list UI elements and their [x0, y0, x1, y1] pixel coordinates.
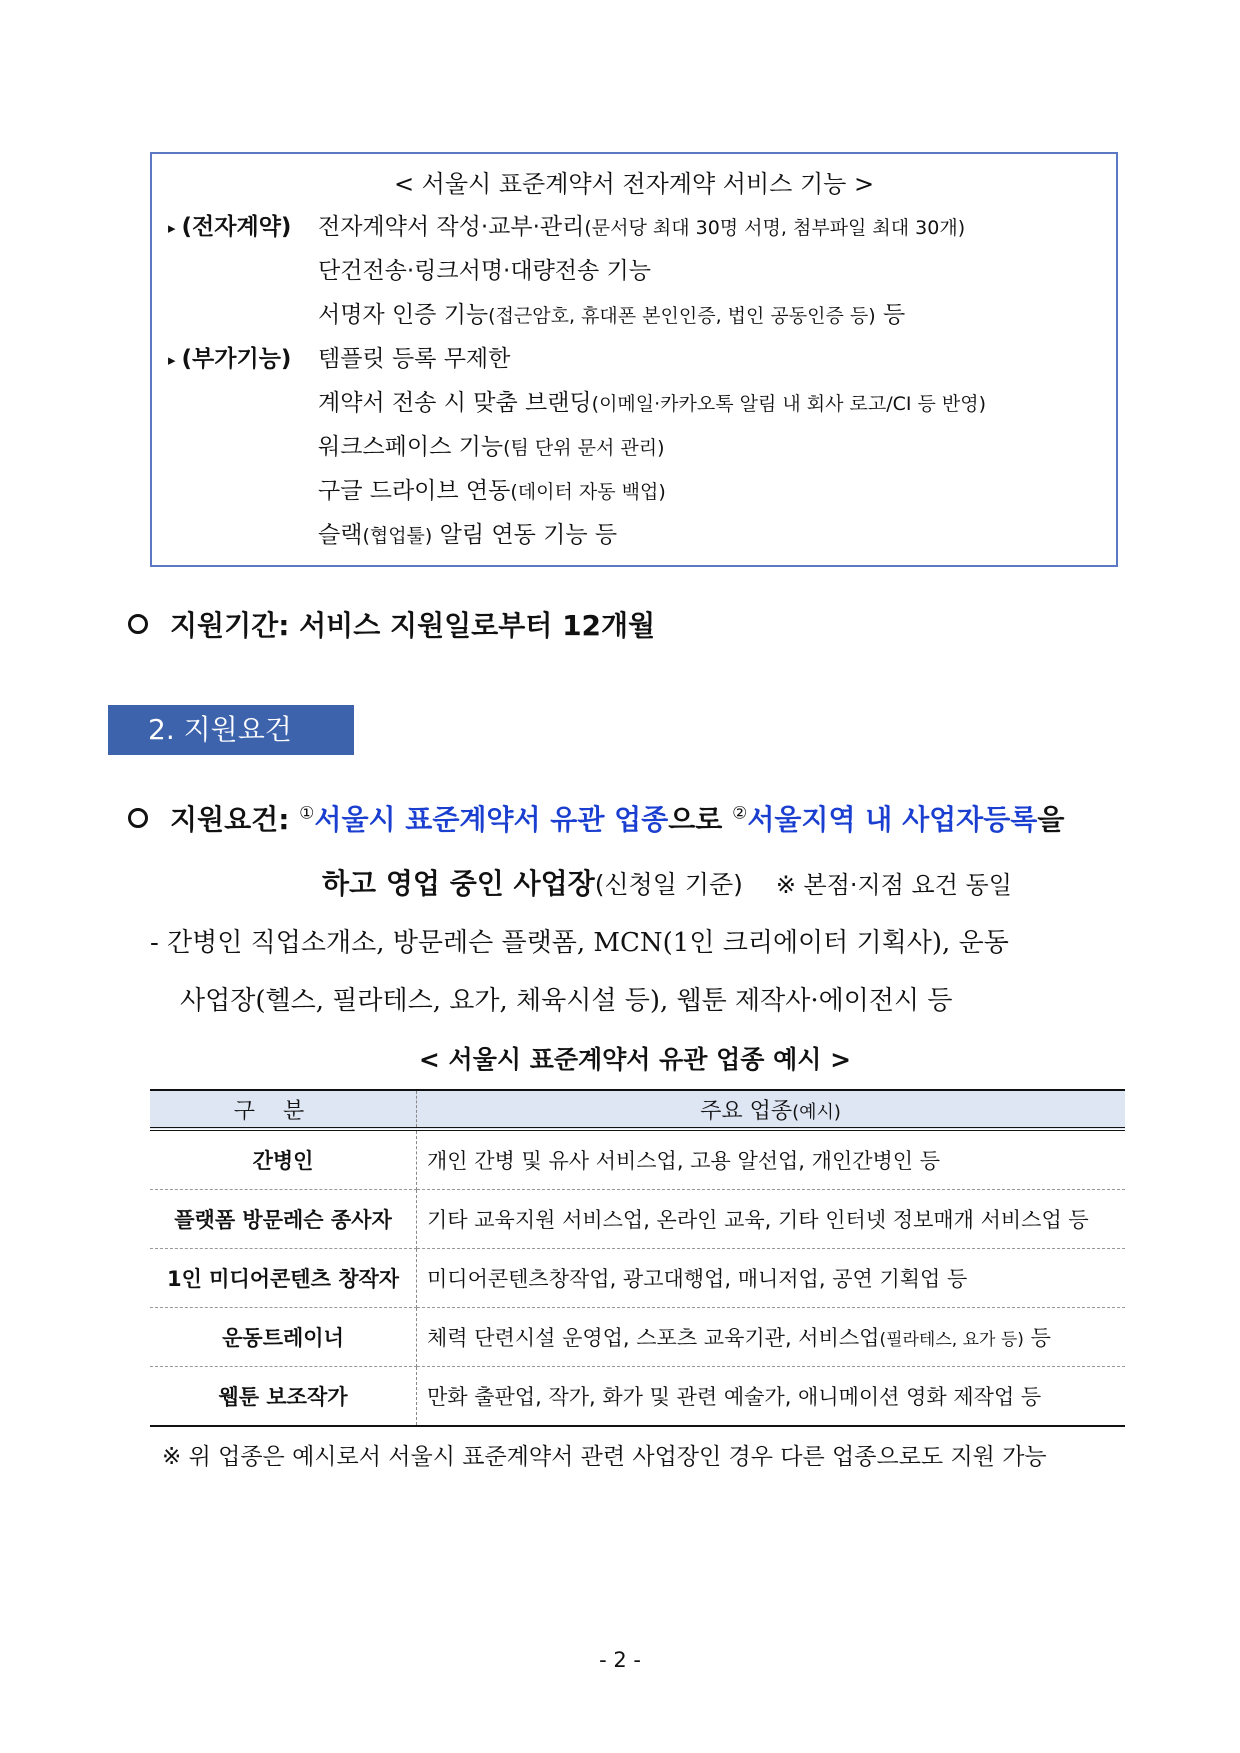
industry-table — [150, 1089, 1125, 1427]
feature-item: 슬랙(협업툴) 알림 연동 기능 등 — [318, 522, 618, 548]
examples-line-1: - 간병인 직업소개소, 방문레슨 플랫폼, MCN(1인 크리에이터 기획사), 운동 — [150, 928, 1009, 958]
category-e-contract: ▸ (전자계약) — [168, 214, 292, 240]
footnote: ※ 위 업종은 예시로서 서울시 표준계약서 관련 사업장인 경우 다른 업종으로도 지원 가능 — [162, 1444, 1047, 1470]
requirement-highlight-2: 서울지역 내 사업자등록 — [747, 803, 1038, 836]
table-row — [150, 1190, 1125, 1249]
row-industries: 기타 교육지원 서비스업, 온라인 교육, 기타 인터넷 정보매개 서비스업 등 — [417, 1190, 1126, 1249]
feature-item: 계약서 전송 시 맞춤 브랜딩(이메일·카카오톡 알림 내 회사 로고/CI 등 반영) — [318, 390, 987, 416]
table-row — [150, 1249, 1125, 1308]
section-header: 2. 지원요건 — [108, 705, 354, 755]
feature-box-title: < 서울시 표준계약서 전자계약 서비스 기능 > — [393, 170, 875, 198]
row-industries: 미디어콘텐츠창작업, 광고대행업, 매니저업, 공연 기획업 등 — [417, 1249, 1126, 1308]
table-header-row — [150, 1090, 1125, 1129]
row-type: 간병인 — [150, 1129, 417, 1190]
triangle-bullet-icon: ▸ — [168, 218, 176, 237]
circle-bullet-icon — [128, 614, 148, 634]
feature-item: 전자계약서 작성·교부·관리(문서당 최대 30명 서명, 첨부파일 최대 30개) — [318, 214, 966, 240]
row-type: 웹툰 보조작가 — [150, 1367, 417, 1427]
feature-item: 워크스페이스 기능(팀 단위 문서 관리) — [318, 434, 665, 460]
row-type: 1인 미디어콘텐츠 창작자 — [150, 1249, 417, 1308]
requirement-highlight-1: 서울시 표준계약서 유관 업종 — [314, 803, 669, 836]
row-type: 플랫폼 방문레슨 종사자 — [150, 1190, 417, 1249]
page-number: - 2 - — [599, 1648, 641, 1672]
row-industries: 체력 단련시설 운영업, 스포츠 교육기관, 서비스업(필라테스, 요가 등) 등 — [417, 1308, 1126, 1367]
table-row — [150, 1367, 1125, 1427]
feature-item: 단건전송·링크서명·대량전송 기능 — [318, 258, 651, 284]
table-row — [150, 1129, 1125, 1190]
row-industries: 만화 출판업, 작가, 화가 및 관련 예술가, 애니메이션 영화 제작업 등 — [417, 1367, 1126, 1427]
feature-box — [150, 152, 1118, 567]
row-type: 운동트레이너 — [150, 1308, 417, 1367]
triangle-bullet-icon: ▸ — [168, 350, 176, 369]
circle-bullet-icon — [128, 808, 148, 828]
header-category: 구분 — [150, 1090, 417, 1129]
requirement-line-2: 하고 영업 중인 사업장(신청일 기준) ※ 본점·지점 요건 동일 — [322, 867, 1012, 900]
table-caption: < 서울시 표준계약서 유관 업종 예시 > — [418, 1045, 852, 1074]
examples-line-2: 사업장(헬스, 필라테스, 요가, 체육시설 등), 웹툰 제작사·에이전시 등 — [180, 986, 953, 1016]
feature-item: 구글 드라이브 연동(데이터 자동 백업) — [318, 478, 666, 504]
feature-item: 템플릿 등록 무제한 — [318, 346, 511, 372]
category-additional: ▸ (부가기능) — [168, 346, 292, 372]
support-period: 지원기간: 서비스 지원일로부터 12개월 — [128, 604, 655, 644]
row-industries: 개인 간병 및 유사 서비스업, 고용 알선업, 개인간병인 등 — [417, 1129, 1126, 1190]
support-requirement: 지원요건: ①서울시 표준계약서 유관 업종으로 ②서울지역 내 사업자등록을 — [128, 798, 1064, 838]
feature-item: 서명자 인증 기능(접근암호, 휴대폰 본인인증, 법인 공동인증 등) 등 — [318, 302, 906, 328]
header-industries: 주요 업종(예시) — [417, 1090, 1126, 1129]
table-row — [150, 1308, 1125, 1367]
